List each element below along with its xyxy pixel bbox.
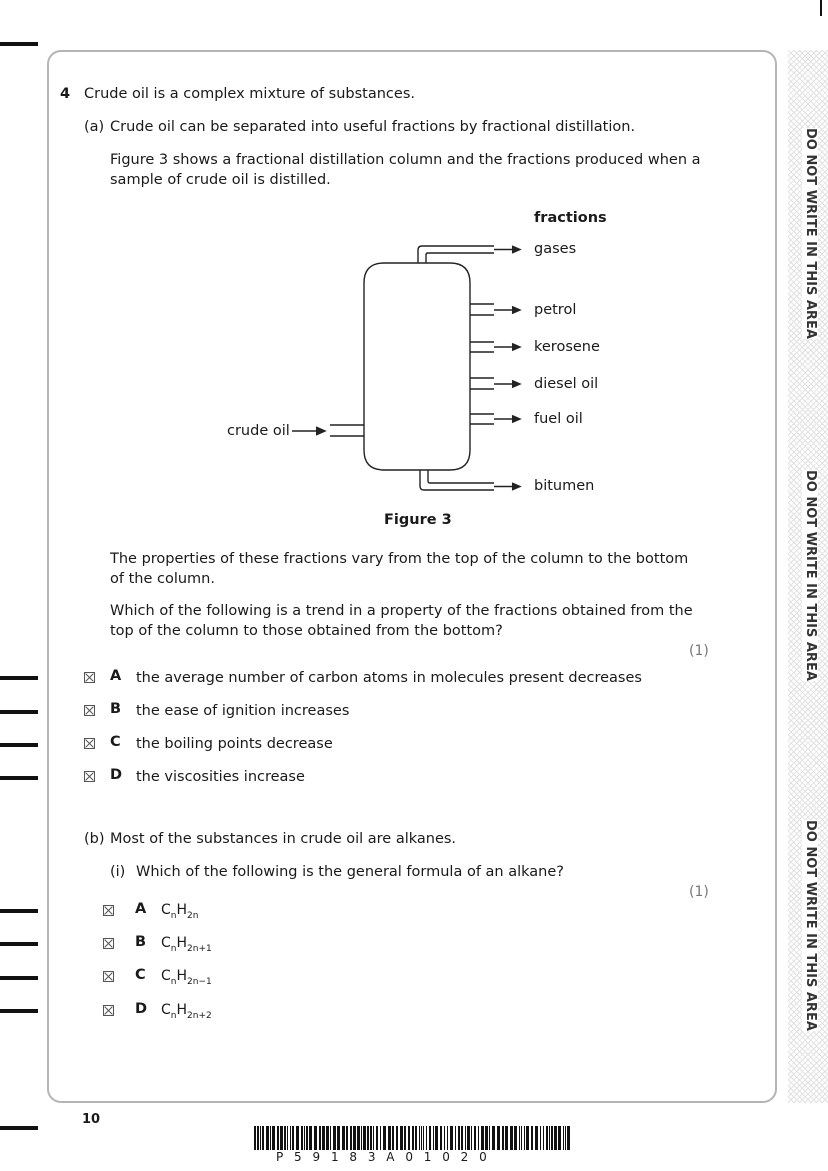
barcode-bar: [551, 1126, 553, 1150]
answer-checkbox[interactable]: [103, 905, 114, 916]
barcode-bar: [563, 1126, 564, 1150]
barcode-bar: [510, 1126, 513, 1150]
fraction-label: bitumen: [534, 478, 595, 494]
barcode-bar: [419, 1126, 420, 1150]
answer-option-b[interactable]: [84, 701, 644, 721]
formula-option-b[interactable]: [103, 934, 303, 956]
barcode-bar: [474, 1126, 476, 1150]
option-text: the viscosities increase: [136, 769, 305, 785]
barcode-bar: [326, 1126, 329, 1150]
fraction-label: fuel oil: [534, 411, 583, 427]
barcode-bar: [461, 1126, 463, 1150]
answer-checkbox[interactable]: [84, 738, 95, 749]
option-letter: B: [135, 934, 147, 950]
barcode-bar: [489, 1126, 490, 1150]
barcode-bar: [272, 1126, 275, 1150]
barcode-bar: [531, 1126, 533, 1150]
barcode-bar: [280, 1126, 283, 1150]
part-b-label: (b): [84, 831, 105, 847]
barcode-bar: [423, 1126, 424, 1150]
alkane-formula: $C_nH_{2n-1}$: [161, 968, 212, 987]
answer-checkbox[interactable]: [84, 672, 95, 683]
barcode-bar: [435, 1126, 438, 1150]
option-letter: A: [110, 668, 122, 684]
properties-text: The properties of these fractions vary from the top of the column to the bottom: [110, 551, 689, 567]
barcode-bar: [342, 1126, 345, 1150]
alkane-formula: $C_nH_{2n+2}$: [161, 1002, 212, 1021]
fraction-label: gases: [534, 241, 577, 257]
barcode-bar: [262, 1126, 264, 1150]
barcode-bar: [408, 1126, 410, 1150]
barcode-bar: [290, 1126, 291, 1150]
barcode-bar: [440, 1126, 442, 1150]
barcode-bar: [257, 1126, 259, 1150]
barcode-bar: [361, 1126, 362, 1150]
question-text: Which of the following is a trend in a property of the fractions obtained from the: [110, 603, 693, 619]
barcode-bar: [450, 1126, 453, 1150]
barcode-bar: [565, 1126, 566, 1150]
barcode-bar: [314, 1126, 317, 1150]
barcode-bar: [260, 1126, 261, 1150]
option-letter: D: [135, 1001, 148, 1017]
figure-intro: sample of crude oil is distilled.: [110, 172, 331, 188]
barcode-bar: [465, 1126, 466, 1150]
option-letter: B: [110, 701, 122, 717]
barcode-bar: [426, 1126, 427, 1150]
barcode-bar: [284, 1126, 286, 1150]
barcode-bar: [292, 1126, 294, 1150]
barcode-bar: [400, 1126, 403, 1150]
barcode-bar: [492, 1126, 495, 1150]
answer-checkbox[interactable]: [84, 771, 95, 782]
figure-caption: Figure 3: [384, 512, 452, 528]
barcode-bar: [444, 1126, 445, 1150]
barcode-bar: [373, 1126, 374, 1150]
barcode-bar: [301, 1126, 303, 1150]
fraction-label: diesel oil: [534, 376, 599, 392]
barcode-bar: [554, 1126, 557, 1150]
sub-question-label: (i): [110, 864, 126, 880]
question-number: 4: [60, 86, 71, 102]
barcode-bar: [540, 1126, 541, 1150]
barcode-bar: [309, 1126, 312, 1150]
option-letter: D: [110, 767, 123, 783]
barcode-bar: [383, 1126, 386, 1150]
barcode-bar: [481, 1126, 484, 1150]
margin-warning: DO NOT WRITE IN THIS AREA: [803, 820, 818, 1031]
marks-indicator: (1): [689, 643, 709, 659]
answer-checkbox[interactable]: [103, 938, 114, 949]
margin-tick: [0, 942, 38, 946]
barcode-bar: [567, 1126, 570, 1150]
option-text: the ease of ignition increases: [136, 703, 350, 719]
figure-intro: Figure 3 shows a fractional distillation column and the fractions produced when a: [110, 152, 701, 168]
option-text: the average number of carbon atoms in molecules present decreases: [136, 670, 642, 686]
barcode-bar: [505, 1126, 508, 1150]
barcode-bar: [330, 1126, 331, 1150]
barcode-bar: [380, 1126, 381, 1150]
barcode-bar: [412, 1126, 414, 1150]
formula-option-c[interactable]: [103, 967, 303, 989]
barcode-bar: [546, 1126, 548, 1150]
barcode-bar: [357, 1126, 360, 1150]
barcode-bar: [346, 1126, 348, 1150]
barcode-bar: [254, 1126, 256, 1150]
answer-checkbox[interactable]: [103, 1005, 114, 1016]
barcode-bar: [421, 1126, 422, 1150]
margin-tick: [0, 743, 38, 747]
alkane-formula: $C_nH_{2n+1}$: [161, 935, 212, 954]
margin-warning: DO NOT WRITE IN THIS AREA: [803, 128, 818, 339]
barcode-bar: [353, 1126, 356, 1150]
question-intro: Crude oil is a complex mixture of substances.: [84, 86, 415, 102]
barcode-bar: [526, 1126, 529, 1150]
marks-indicator: (1): [689, 884, 709, 900]
barcode-bar: [333, 1126, 336, 1150]
barcode-bar: [270, 1126, 271, 1150]
margin-tick: [0, 976, 38, 980]
barcode-bar: [304, 1126, 305, 1150]
barcode-bar: [514, 1126, 517, 1150]
barcode-bar: [392, 1126, 394, 1150]
barcode-bar: [429, 1126, 431, 1150]
margin-tick: [0, 909, 38, 913]
barcode-bar: [367, 1126, 369, 1150]
barcode-bar: [497, 1126, 500, 1150]
margin-warning: DO NOT WRITE IN THIS AREA: [803, 470, 818, 681]
barcode-bar: [388, 1126, 391, 1150]
barcode-bar: [266, 1126, 269, 1150]
barcode-bar: [322, 1126, 325, 1150]
margin-tick: [0, 1009, 38, 1013]
barcode-bar: [319, 1126, 321, 1150]
fraction-label: petrol: [534, 302, 577, 318]
sub-question-text: Which of the following is the general formula of an alkane?: [136, 864, 564, 880]
barcode-bar: [363, 1126, 366, 1150]
question-text: top of the column to those obtained from the bottom?: [110, 623, 503, 639]
crude-oil-label: crude oil: [227, 423, 290, 439]
barcode-bar: [337, 1126, 340, 1150]
margin-tick: [0, 776, 38, 780]
margin-tick: [0, 710, 38, 714]
barcode-bar: [521, 1126, 522, 1150]
part-a-label: (a): [84, 119, 105, 135]
barcode-bar: [485, 1126, 488, 1150]
barcode-bar: [467, 1126, 470, 1150]
answer-checkbox[interactable]: [103, 971, 114, 982]
answer-checkbox[interactable]: [84, 705, 95, 716]
barcode-bar: [471, 1126, 472, 1150]
option-letter: C: [135, 967, 146, 983]
barcode-bar: [376, 1126, 378, 1150]
formula-option-d[interactable]: [103, 1001, 303, 1023]
barcode-bar: [415, 1126, 417, 1150]
barcode-bar: [455, 1126, 456, 1150]
barcode-bar: [447, 1126, 448, 1150]
part-a-text: Crude oil can be separated into useful fractions by fractional distillation.: [110, 119, 636, 135]
corner-mark: [820, 0, 822, 16]
barcode-bar: [370, 1126, 372, 1150]
barcode-bar: [404, 1126, 406, 1150]
barcode-number: P 5 9 1 8 3 A 0 1 0 2 0: [276, 1150, 491, 1164]
margin-tick: [0, 42, 38, 46]
properties-text: of the column.: [110, 571, 215, 587]
margin-tick: [0, 1126, 38, 1130]
answer-option-a[interactable]: [84, 668, 644, 688]
alkane-formula: $C_nH_{2n}$: [161, 902, 199, 921]
option-letter: C: [110, 734, 121, 750]
option-letter: A: [135, 901, 147, 917]
barcode-bar: [535, 1126, 538, 1150]
barcode-bar: [350, 1126, 352, 1150]
barcode-bar: [296, 1126, 299, 1150]
barcode: [254, 1126, 576, 1150]
barcode-bar: [277, 1126, 279, 1150]
barcode-bar: [433, 1126, 434, 1150]
option-text: the boiling points decrease: [136, 736, 333, 752]
answer-option-c[interactable]: [84, 734, 644, 754]
barcode-bar: [502, 1126, 504, 1150]
page-number: 10: [82, 1112, 101, 1127]
barcode-bar: [396, 1126, 398, 1150]
margin-tick: [0, 676, 38, 680]
part-b-text: Most of the substances in crude oil are alkanes.: [110, 831, 457, 847]
answer-option-d[interactable]: [84, 767, 644, 787]
do-not-write-strip: [788, 50, 828, 1103]
fractions-heading: fractions: [534, 210, 607, 226]
barcode-bar: [549, 1126, 550, 1150]
barcode-bar: [524, 1126, 525, 1150]
barcode-bar: [519, 1126, 520, 1150]
barcode-bar: [558, 1126, 561, 1150]
fraction-label: kerosene: [534, 339, 600, 355]
formula-option-a[interactable]: [103, 901, 303, 923]
barcode-bar: [287, 1126, 288, 1150]
barcode-bar: [458, 1126, 460, 1150]
barcode-bar: [478, 1126, 479, 1150]
barcode-bar: [543, 1126, 544, 1150]
barcode-bar: [306, 1126, 308, 1150]
